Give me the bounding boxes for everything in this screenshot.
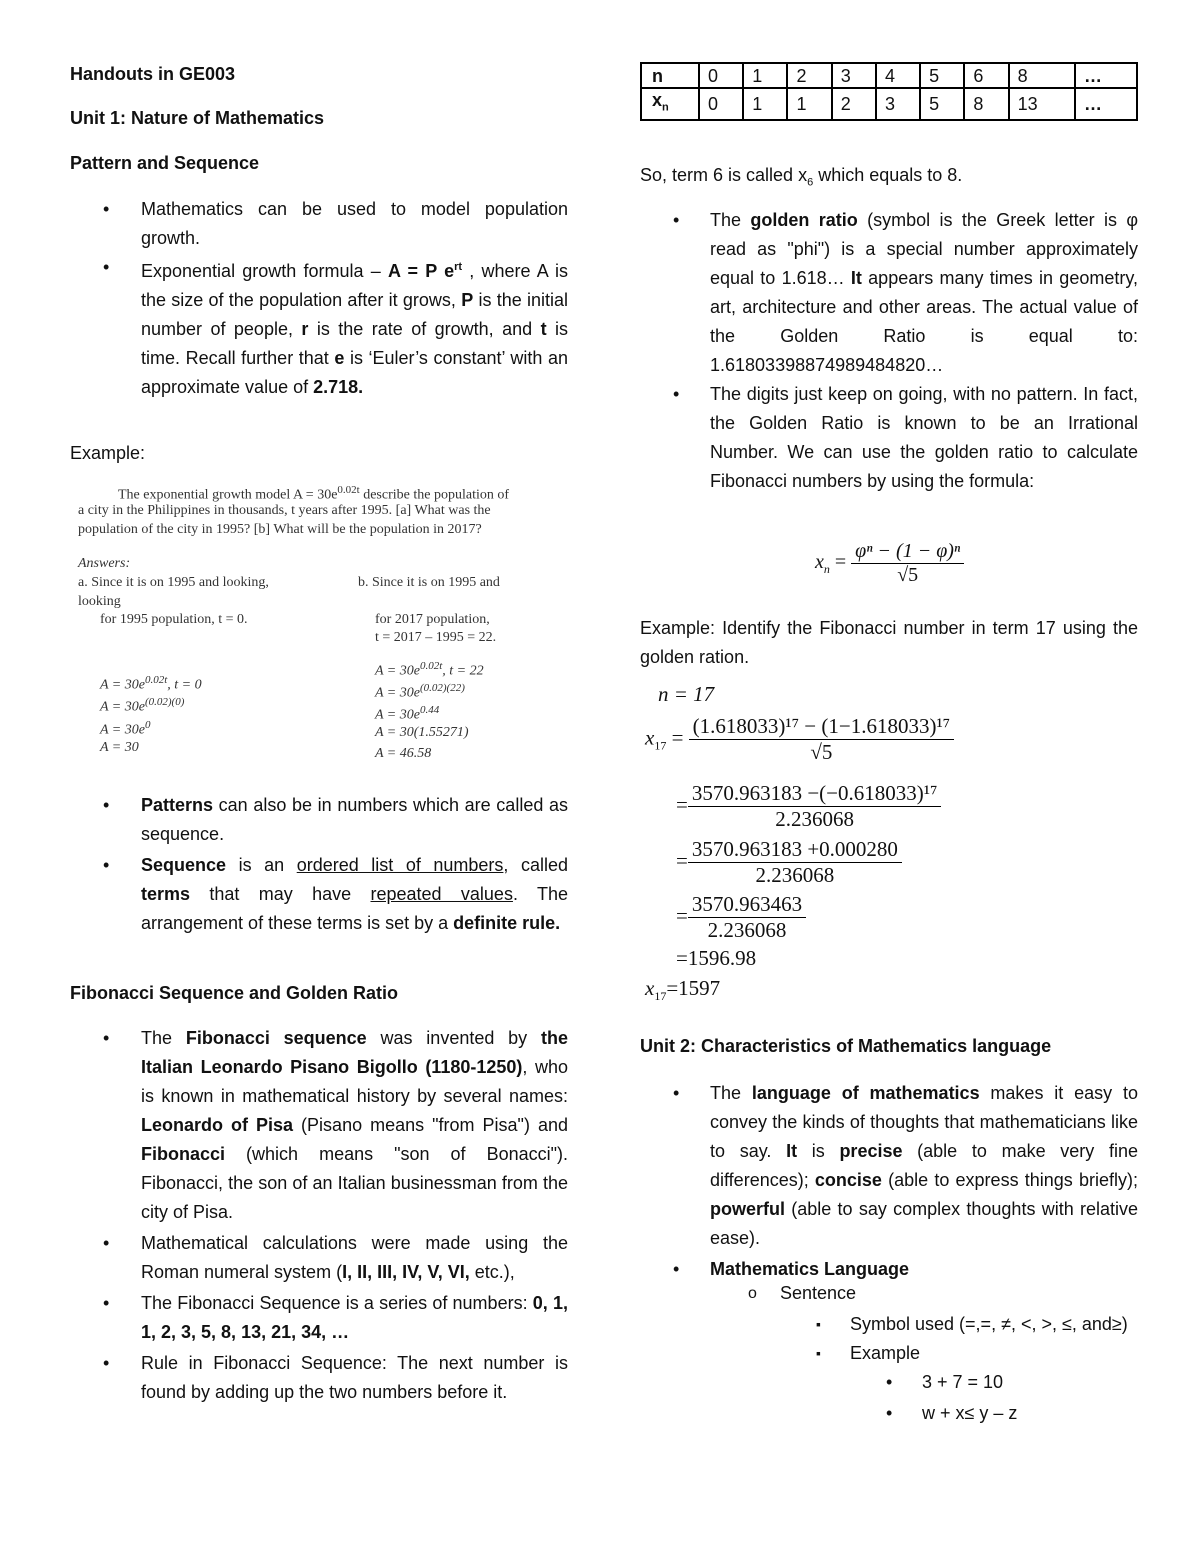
table-cell: 5 (920, 63, 964, 88)
table-cell: 0 (699, 88, 743, 120)
list-item: • The golden ratio (symbol is the Greek letter is φ read as "phi") is a special number approximately equal to 1.618… It appears many times in geometry, art, architecture and other areas. The actual value of the Golden Ratio is equal to: 1.61803398874989484820… (640, 206, 1138, 380)
table-row (641, 63, 1137, 88)
table-cell: 2 (787, 63, 831, 88)
list-item: • The Fibonacci sequence was invented by the Italian Leonardo Pisano Bigollo (1180-1250), who is known in mathematical history by several names: Leonardo of Pisa (Pisano means "from Pisa") and Fibonacci (which means "son of Bonacci"). Fibonacci, the son of an Italian businessman from the city of Pisa. (70, 1024, 568, 1227)
calc-n: n = 17 (658, 682, 715, 706)
fibonacci-list (70, 1024, 568, 1407)
list-item: • The language of mathematics makes it easy to convey the kinds of thoughts that mathematicians like to say. It is precise (able to make very fine differences); concise (able to express things briefly); powerful (able to say complex thoughts with relative ease). (640, 1079, 1138, 1253)
table-cell: 6 (964, 63, 1008, 88)
table-cell: 3 (876, 88, 920, 120)
calc-step4: = $\frac{3570.963463}{2.236068}$ (676, 892, 806, 943)
table-cell: 5 (920, 88, 964, 120)
table-cell: 8 (1009, 63, 1075, 88)
table-cell: 13 (1009, 88, 1075, 120)
list-item: ▪ Example (640, 1339, 1138, 1368)
example2-text: Example: Identify the Fibonacci number in term 17 using the golden ration. (640, 618, 1138, 667)
table-cell: … (1075, 88, 1137, 120)
list-item: • The Fibonacci Sequence is a series of numbers: 0, 1, 1, 2, 3, 5, 8, 13, 21, 34, … (70, 1289, 568, 1347)
handouts-title: Handouts in GE003 (70, 64, 236, 84)
list-item: • Rule in Fibonacci Sequence: The next number is found by adding up the two numbers before it. (70, 1349, 568, 1407)
pattern-list (70, 195, 568, 402)
calc-step3: = $\frac{3570.963183 +0.000280}{2.236068}$ (676, 837, 902, 888)
calc-step2: = $\frac{\text{3570.963183 −(−0.618033)¹⁷}}{2.236068}$ (676, 781, 941, 832)
golden-formula: $x_n$ = $\frac{\text{φⁿ − (1 − φ)ⁿ}}{√5}$ (815, 540, 964, 587)
list-item: • Mathematical calculations were made using the Roman numeral system (I, II, III, IV, V, VI, etc.), (70, 1229, 568, 1287)
table-cell: 2 (832, 88, 876, 120)
term6-text: So, term 6 is called $x_6$ which equals to 8. (640, 165, 963, 189)
calc-result: $x_{17}=1597$ (645, 976, 721, 1004)
table-cell: … (1075, 63, 1137, 88)
list-item: • Exponential growth formula – A = P $e^{rt}$ , where A is the size of the population after it grows, P is the initial number of people, r is the rate of growth, and t is time. Recall further that e is ‘Euler’s constant’ with an approximate value of 2.718. (70, 253, 568, 402)
calc-step5: =1596.98 (676, 946, 757, 970)
list-item: • 3 + 7 = 10 (640, 1368, 1138, 1397)
list-item: • The digits just keep on going, with no pattern. In fact, the Golden Ratio is known to be an Irrational Number. We can use the golden ratio to calculate Fibonacci numbers by using the formula: (640, 380, 1138, 496)
list-item: • Mathematics Language (640, 1255, 1138, 1284)
unit2-title: Unit 2: Characteristics of Mathematics language (640, 1036, 1052, 1056)
table-cell: n (641, 63, 699, 88)
table-cell: 4 (876, 63, 920, 88)
pattern-heading: Pattern and Sequence (70, 153, 260, 173)
language-list (640, 1079, 1138, 1284)
list-item: ▪ Symbol used (=,=, ≠, <, >, ≤, and≥) (640, 1310, 1138, 1339)
table-cell: 1 (787, 88, 831, 120)
golden-list (640, 206, 1138, 496)
example-image: The exponential growth model $A = 30e^{0.02t}$ describe the population of a city in the Philippines in thousands, t years after 1995. [a] What was the population of the city in 1995? [b] What will be the population in 2017? Answers: a. Since it is on 1995 and looking, looking for 1995 population, t = 0. b. Since it is on 1995 and for 2017 population, t = 2017 – 1995 = 22. $A = 30e^{0.02t}$, t = 0 $A = 30e^{(0.02)(0)}$ $A = 30e^0$ A = 30 $A = 30e^{0.02t}$, t = 22 $A = 30e^{(0.02)(22)}$ $A = 30e^{0.44}$ A = 30(1.55271) A = 46.58 (78, 484, 510, 761)
table-cell: 3 (832, 63, 876, 88)
table-cell: 8 (964, 88, 1008, 120)
list-item: • w + x≤ y – z (640, 1399, 1138, 1428)
sentence-sublist (640, 1279, 1138, 1428)
list-item: • Patterns can also be in numbers which are called as sequence. (70, 791, 568, 849)
list-item: o Sentence (640, 1279, 1138, 1308)
table-cell: 1 (743, 63, 787, 88)
table-cell: $x_n$ (641, 88, 699, 120)
sequence-list (70, 791, 568, 938)
table-cell: 0 (699, 63, 743, 88)
example-label: Example: (70, 443, 146, 463)
list-item: • Mathematics can be used to model population growth. (70, 195, 568, 253)
calc-step1: $x_{17}$ = $\frac{\text{(1.618033)¹⁷ − (1−1.618033)¹⁷}}{√5}$ (645, 714, 954, 765)
table-row (641, 88, 1137, 120)
unit1-title: Unit 1: Nature of Mathematics (70, 108, 325, 128)
table-cell: 1 (743, 88, 787, 120)
list-item: • Sequence is an ordered list of numbers, called terms that may have repeated values. The arrangement of these terms is set by a definite rule. (70, 851, 568, 938)
fibonacci-table (640, 62, 1138, 121)
fibonacci-heading: Fibonacci Sequence and Golden Ratio (70, 983, 399, 1003)
